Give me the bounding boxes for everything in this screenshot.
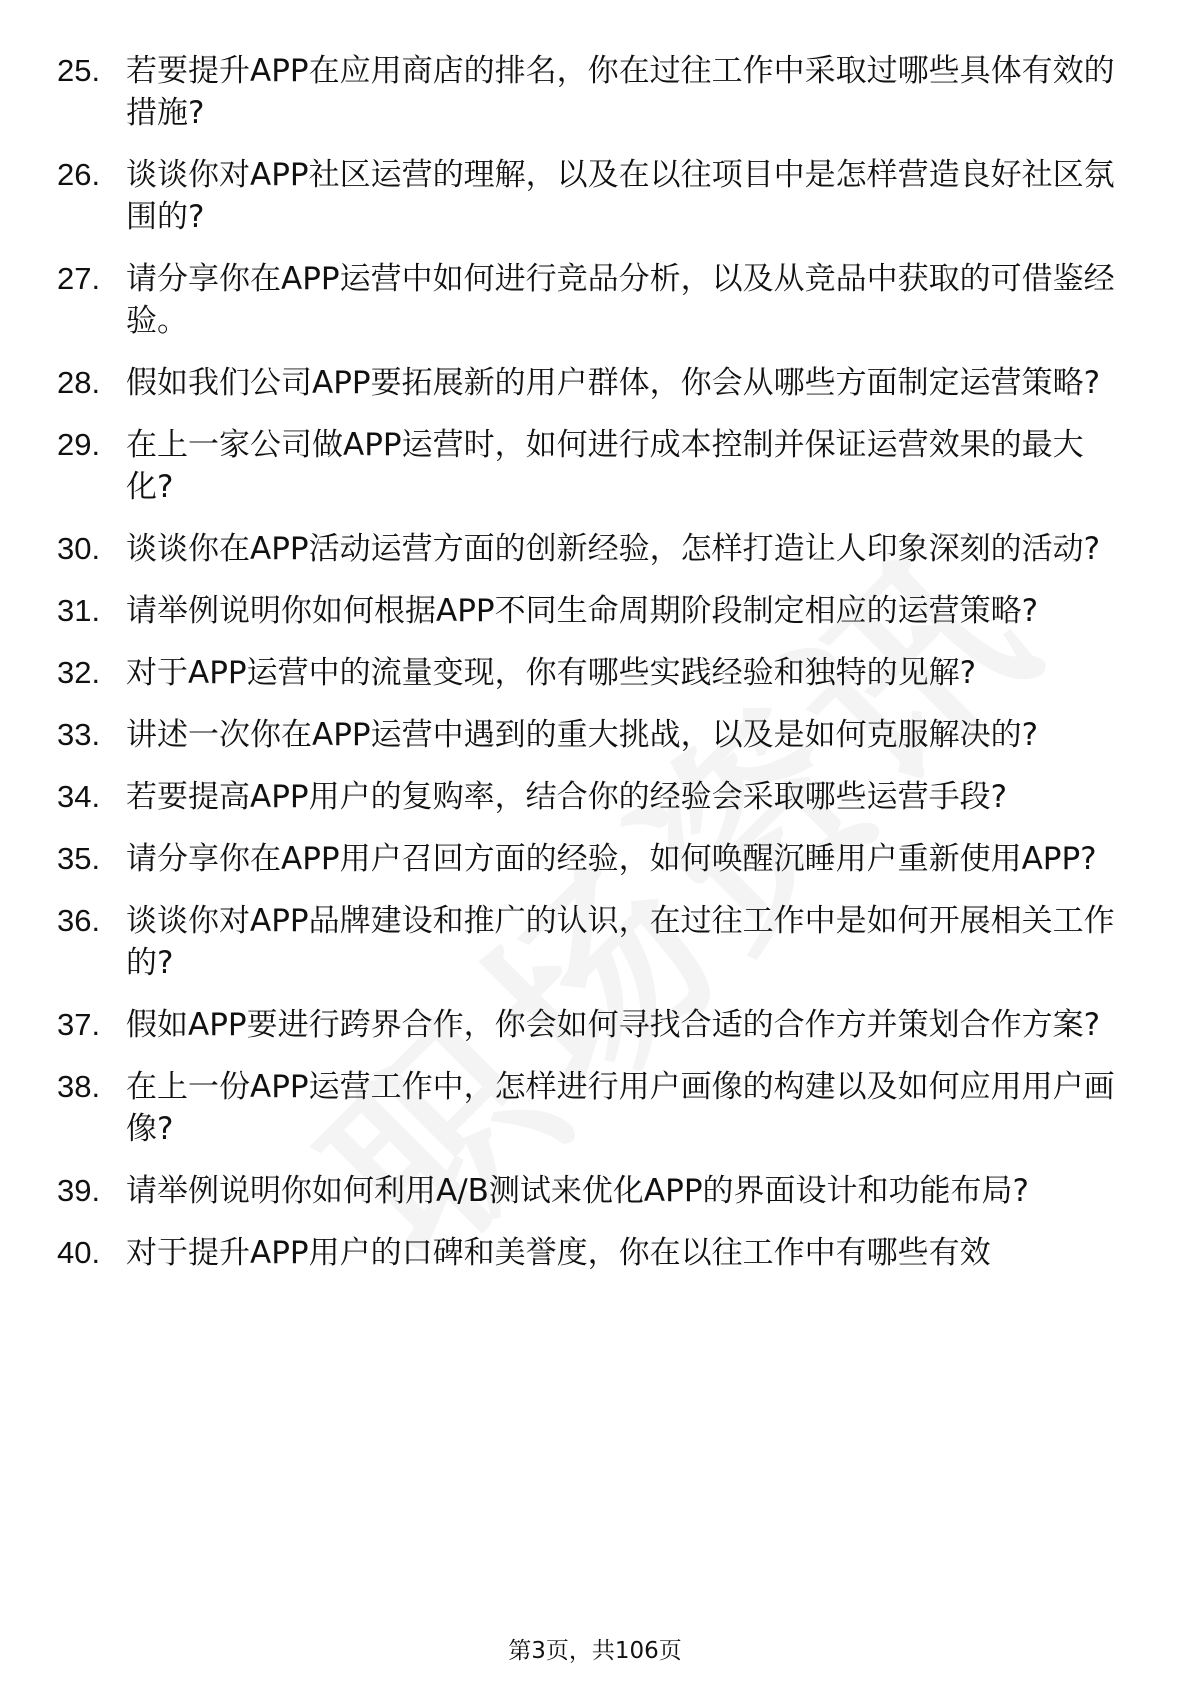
question-number: 35. xyxy=(57,841,101,876)
question-item xyxy=(0,1232,1190,1274)
question-item xyxy=(0,1170,1190,1212)
question-text: 在上一家公司做APP运营时，如何进行成本控制并保证运营效果的最大化? xyxy=(126,427,1084,505)
question-item xyxy=(0,652,1190,694)
question-text: 请分享你在APP用户召回方面的经验，如何唤醒沉睡用户重新使用APP? xyxy=(126,841,1097,877)
question-number: 31. xyxy=(57,593,101,628)
question-list xyxy=(0,50,1190,1294)
question-item xyxy=(0,838,1190,880)
question-number: 29. xyxy=(57,427,101,462)
question-text: 讲述一次你在APP运营中遇到的重大挑战，以及是如何克服解决的? xyxy=(126,717,1039,753)
question-text: 请举例说明你如何利用A/B测试来优化APP的界面设计和功能布局? xyxy=(126,1173,1029,1209)
question-item xyxy=(0,776,1190,818)
question-item xyxy=(0,50,1190,134)
question-item xyxy=(0,590,1190,632)
question-number: 40. xyxy=(57,1235,101,1270)
question-number: 26. xyxy=(57,157,101,192)
question-item xyxy=(0,1004,1190,1046)
question-text: 请分享你在APP运营中如何进行竞品分析，以及从竞品中获取的可借鉴经验。 xyxy=(126,261,1115,339)
question-item xyxy=(0,258,1190,342)
question-number: 33. xyxy=(57,717,101,752)
question-number: 30. xyxy=(57,531,101,566)
question-number: 25. xyxy=(57,53,101,88)
question-number: 28. xyxy=(57,365,101,400)
question-text: 若要提升APP在应用商店的排名，你在过往工作中采取过哪些具体有效的措施? xyxy=(126,53,1115,131)
question-item xyxy=(0,154,1190,238)
question-number: 34. xyxy=(57,779,101,814)
question-number: 32. xyxy=(57,655,101,690)
question-item xyxy=(0,528,1190,570)
question-item xyxy=(0,1066,1190,1150)
question-item xyxy=(0,362,1190,404)
page-footer: 第3页，共106页 xyxy=(508,1638,682,1664)
question-item xyxy=(0,714,1190,756)
question-text: 谈谈你在APP活动运营方面的创新经验，怎样打造让人印象深刻的活动? xyxy=(126,531,1101,567)
question-text: 假如我们公司APP要拓展新的用户群体，你会从哪些方面制定运营策略? xyxy=(126,365,1101,401)
question-number: 39. xyxy=(57,1173,101,1208)
question-text: 对于APP运营中的流量变现，你有哪些实践经验和独特的见解? xyxy=(126,655,977,691)
question-number: 27. xyxy=(57,261,101,296)
question-item xyxy=(0,424,1190,508)
question-text: 请举例说明你如何根据APP不同生命周期阶段制定相应的运营策略? xyxy=(126,593,1039,629)
question-text: 对于提升APP用户的口碑和美誉度，你在以往工作中有哪些有效 xyxy=(126,1235,991,1271)
question-number: 37. xyxy=(57,1007,101,1042)
question-text: 在上一份APP运营工作中，怎样进行用户画像的构建以及如何应用用户画像? xyxy=(126,1069,1115,1147)
question-item xyxy=(0,900,1190,984)
question-text: 若要提高APP用户的复购率，结合你的经验会采取哪些运营手段? xyxy=(126,779,1008,815)
question-text: 假如APP要进行跨界合作，你会如何寻找合适的合作方并策划合作方案? xyxy=(126,1007,1101,1043)
question-number: 36. xyxy=(57,903,101,938)
question-text: 谈谈你对APP社区运营的理解，以及在以往项目中是怎样营造良好社区氛围的? xyxy=(126,157,1115,235)
question-number: 38. xyxy=(57,1069,101,1104)
question-text: 谈谈你对APP品牌建设和推广的认识，在过往工作中是如何开展相关工作的? xyxy=(126,903,1115,981)
